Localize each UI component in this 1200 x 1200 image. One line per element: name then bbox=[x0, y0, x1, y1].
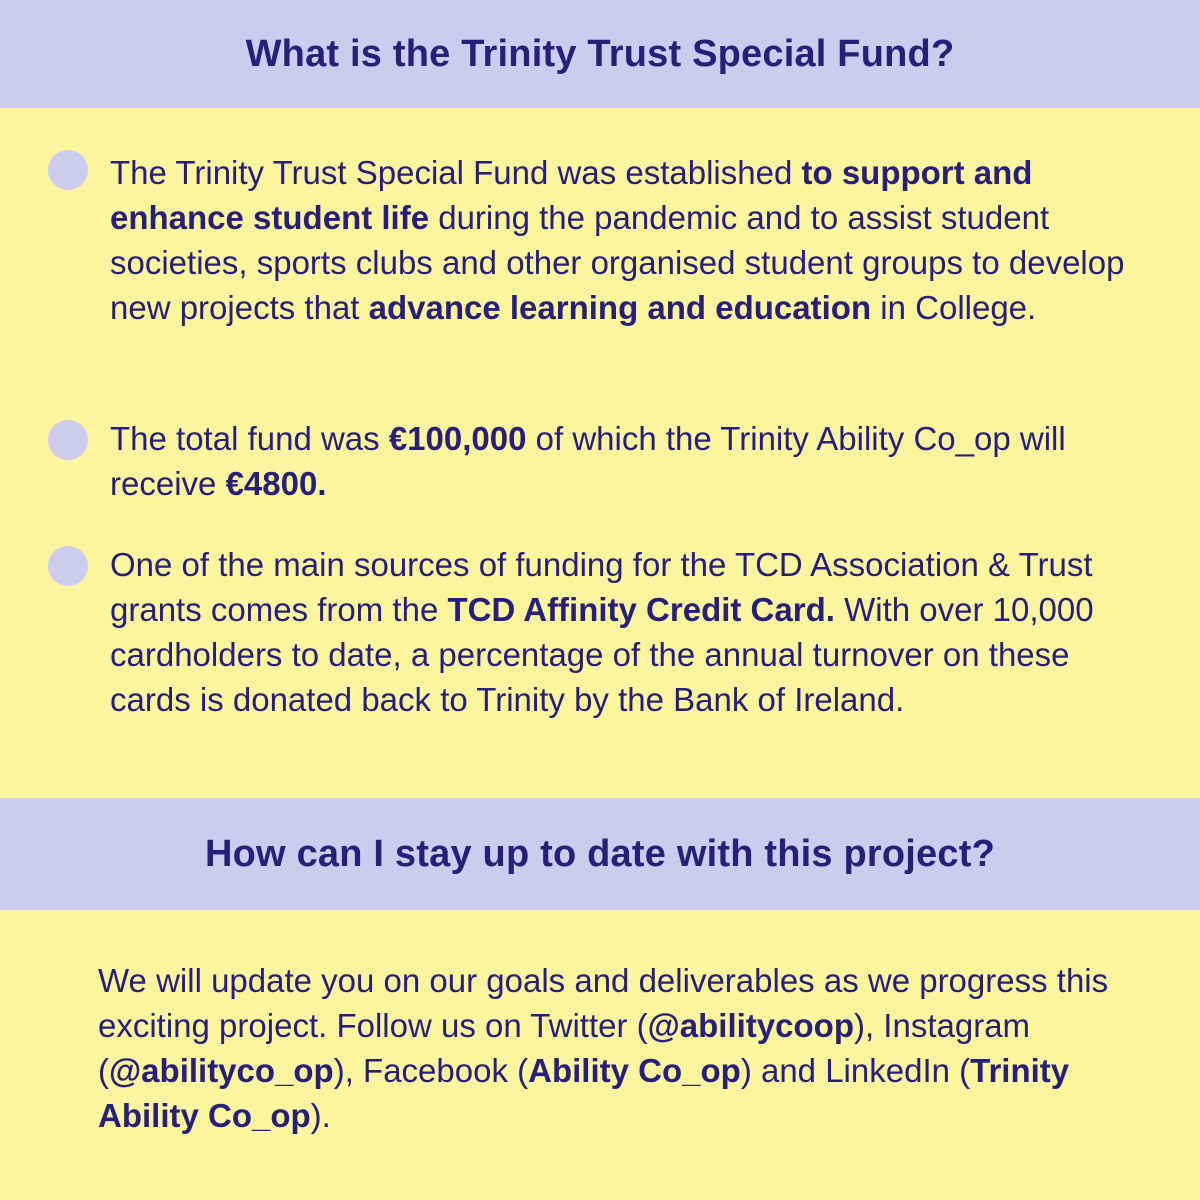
facebook-handle: Ability Co_op bbox=[528, 1052, 741, 1089]
bullet-text-total: The total fund was €100,000 of which the Trinity Ability Co_op will receive €4800. bbox=[110, 420, 1066, 502]
section-title-updates: How can I stay up to date with this project? bbox=[205, 832, 995, 875]
instagram-handle: @abilityco_op bbox=[109, 1052, 334, 1089]
bullet-text-purpose: The Trinity Trust Special Fund was established to support and enhance student life during the pandemic and to assist student societies, sports clubs and other organised student groups to develop new projects that advance learning and education in College. bbox=[110, 154, 1125, 326]
bullet-dot-icon bbox=[48, 546, 88, 586]
bullet-text-sources: One of the main sources of funding for the TCD Association & Trust grants comes from the TCD Affinity Credit Card. With over 10,000 cardholders to date, a percentage of the annual turnover on these cards is donated back to Trinity by the Bank of Ireland. bbox=[110, 546, 1094, 718]
subheader-band bbox=[0, 798, 1200, 910]
bullet-dot-icon bbox=[48, 420, 88, 460]
twitter-handle: @abilitycoop bbox=[647, 1007, 854, 1044]
header-band bbox=[0, 0, 1200, 108]
update-paragraph: We will update you on our goals and deliverables as we progress this exciting project. Follow us on Twitter (@abilitycoop), Instagram (@abilityco_op), Facebook (Ability Co_op) and LinkedIn (Trinity Ability Co_op). bbox=[98, 962, 1109, 1134]
linkedin-handle: Trinity Ability Co_op bbox=[98, 1052, 1070, 1134]
bullet-dot-icon bbox=[48, 150, 88, 190]
section-title-fund: What is the Trinity Trust Special Fund? bbox=[245, 32, 955, 75]
